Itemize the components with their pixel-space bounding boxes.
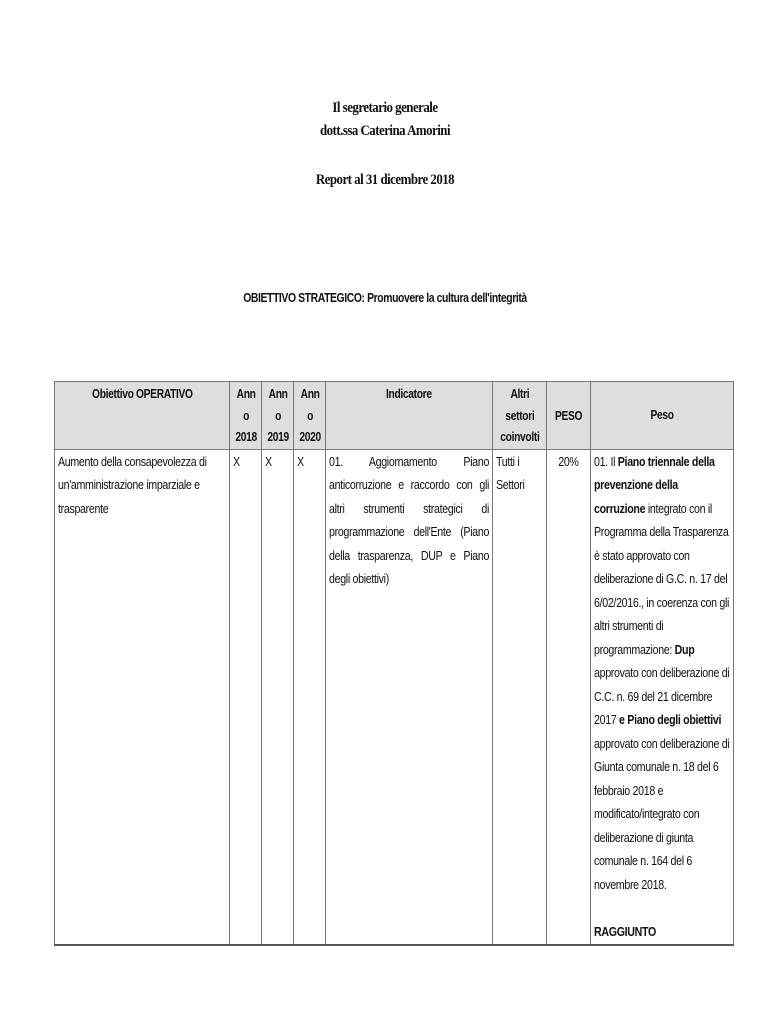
header-anno-2019: Ann o 2019: [262, 382, 294, 450]
report-date: Report al 31 dicembre 2018: [315, 172, 455, 188]
header-anno-2020: Ann o 2020: [294, 382, 326, 450]
status-label: RAGGIUNTO: [594, 924, 656, 939]
header-peso-short: PESO: [547, 382, 591, 450]
table-row: [55, 449, 734, 945]
cell-indicatore: 01. Aggiornamento Piano anticorruzione e raccordo con gli altri strumenti strategici di programmazione dell'Ente (Piano della trasparenza, DUP e Piano degli obiettivi): [326, 449, 493, 945]
header-operativo: Obiettivo OPERATIVO: [55, 382, 230, 450]
objectives-table: [54, 381, 734, 946]
signatory-title: Il segretario generale: [332, 100, 438, 116]
table-header-row: [55, 382, 734, 450]
cell-operativo: Aumento della consapevolezza di un'amministrazione imparziale e trasparente: [55, 449, 230, 945]
cell-x-2019: X: [262, 449, 294, 945]
strategic-objective: OBIETTIVO STRATEGICO: Promuovere la cultura dell'integrità: [243, 290, 527, 305]
cell-altri-settori: Tutti i Settori: [493, 449, 547, 945]
cell-peso-value: 20%: [547, 449, 591, 945]
header-altri-settori: Altri settori coinvolti: [493, 382, 547, 450]
cell-x-2020: X: [294, 449, 326, 945]
cell-x-2018: X: [230, 449, 262, 945]
header-anno-2018: Ann o 2018: [230, 382, 262, 450]
signatory-name: dott.ssa Caterina Amorini: [319, 123, 451, 139]
cell-peso-description: 01. Il Piano triennale della prevenzione della corruzione integrato con il Programma della Trasparenza è stato approvato con deliberazione di G.C. n. 17 del 6/02/2016., in coerenza con gli altri strumenti di programmazione: Dup approvato con deliberazione di C.C. n. 69 del 21 dicembre 2017 e Piano degli obiettivi approvato con deliberazione di Giunta comunale n. 18 del 6 febbraio 2018 e modificato/integrato con deliberazione di giunta comunale n. 164 del 6 novembre 2018. RAGGIUNTO: [591, 449, 734, 945]
header-indicatore: Indicatore: [326, 382, 493, 450]
header-peso: Peso: [591, 382, 734, 450]
